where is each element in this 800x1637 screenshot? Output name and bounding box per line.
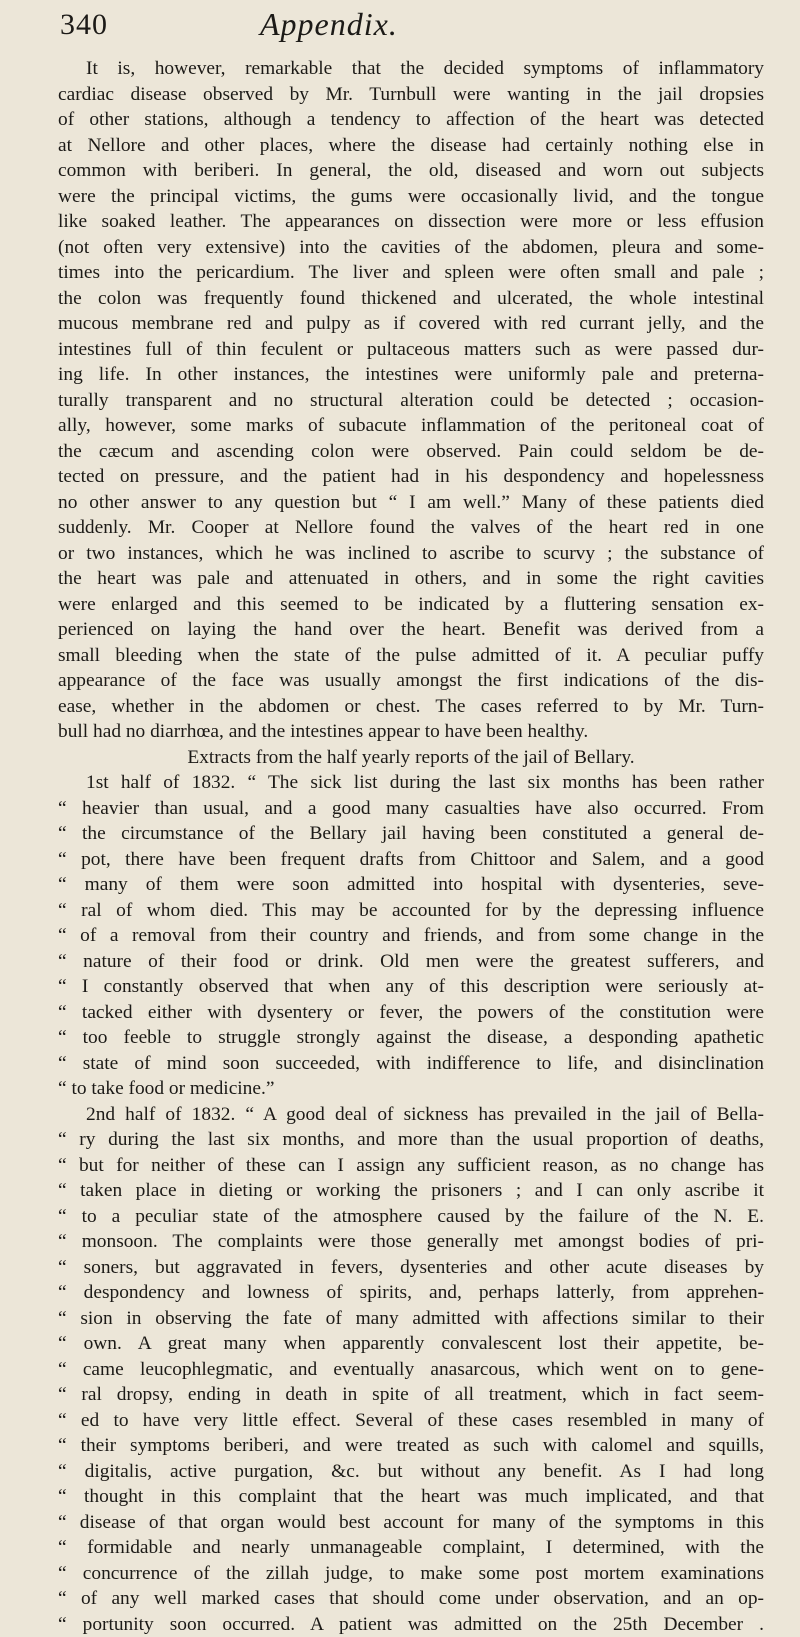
text-line: ally, however, some marks of subacute inflammation of the peritoneal coat of (58, 413, 764, 439)
text-line: intestines full of thin feculent or pultaceous matters such as were passed dur- (58, 337, 764, 363)
section-heading: Extracts from the half yearly reports of the jail of Bellary. (58, 745, 764, 771)
text-line: “ ral of whom died. This may be accounted for by the depressing influence (58, 898, 764, 924)
text-line: “ own. A great many when apparently convalescent lost their appetite, be- (58, 1331, 764, 1357)
text-line: of other stations, although a tendency to affection of the heart was detected (58, 107, 764, 133)
text-line: “ ed to have very little effect. Several of these cases resembled in many of (58, 1408, 764, 1434)
text-line: “ formidable and nearly unmanageable complaint, I determined, with the (58, 1535, 764, 1561)
text-line: turally transparent and no structural alteration could be detected ; occasion- (58, 388, 764, 414)
text-line: “ ral dropsy, ending in death in spite of all treatment, which in fact seem- (58, 1382, 764, 1408)
text-line: were enlarged and this seemed to be indicated by a fluttering sensation ex- (58, 592, 764, 618)
text-line: “ soners, but aggravated in fevers, dysenteries and other acute diseases by (58, 1255, 764, 1281)
body-text (58, 56, 764, 1637)
text-line: “ taken place in dieting or working the prisoners ; and I can only ascribe it (58, 1178, 764, 1204)
text-line: “ ry during the last six months, and more than the usual proportion of deaths, (58, 1127, 764, 1153)
text-line: (not often very extensive) into the cavities of the abdomen, pleura and some- (58, 235, 764, 261)
text-line: “ pot, there have been frequent drafts from Chittoor and Salem, and a good (58, 847, 764, 873)
text-line: appearance of the face was usually amongst the first indications of the dis- (58, 668, 764, 694)
text-line: at Nellore and other places, where the disease had certainly nothing else in (58, 133, 764, 159)
text-line: cardiac disease observed by Mr. Turnbull were wanting in the jail dropsies (58, 82, 764, 108)
text-line: the colon was frequently found thickened and ulcerated, the whole intestinal (58, 286, 764, 312)
text-line: ease, whether in the abdomen or chest. The cases referred to by Mr. Turn- (58, 694, 764, 720)
text-line: “ tacked either with dysentery or fever, the powers of the constitution were (58, 1000, 764, 1026)
text-line: “ the circumstance of the Bellary jail having been constituted a general de- (58, 821, 764, 847)
text-line: like soaked leather. The appearances on dissection were more or less effusion (58, 209, 764, 235)
text-line: “ to a peculiar state of the atmosphere caused by the failure of the N. E. (58, 1204, 764, 1230)
text-line: “ sion in observing the fate of many admitted with affections similar to their (58, 1306, 764, 1332)
running-head: Appendix. (260, 6, 398, 43)
text-line: “ monsoon. The complaints were those generally met amongst bodies of pri- (58, 1229, 764, 1255)
text-line: “ of any well marked cases that should come under observation, and an op- (58, 1586, 764, 1612)
text-line: 2nd half of 1832. “ A good deal of sickness has prevailed in the jail of Bella- (58, 1102, 764, 1128)
text-line: “ to take food or medicine.” (58, 1076, 764, 1102)
text-line: “ came leucophlegmatic, and eventually anasarcous, which went on to gene- (58, 1357, 764, 1383)
text-line: or two instances, which he was inclined to ascribe to scurvy ; the substance of (58, 541, 764, 567)
text-line: no other answer to any question but “ I am well.” Many of these patients died (58, 490, 764, 516)
text-line: “ digitalis, active purgation, &c. but without any benefit. As I had long (58, 1459, 764, 1485)
text-line: “ heavier than usual, and a good many casualties have also occurred. From (58, 796, 764, 822)
text-line: ing life. In other instances, the intestines were uniformly pale and preterna- (58, 362, 764, 388)
text-line: bull had no diarrhœa, and the intestines appear to have been healthy. (58, 719, 764, 745)
text-line: common with beriberi. In general, the old, diseased and worn out subjects (58, 158, 764, 184)
text-line: the heart was pale and attenuated in others, and in some the right cavities (58, 566, 764, 592)
text-line: “ concurrence of the zillah judge, to make some post mortem examinations (58, 1561, 764, 1587)
text-line: “ nature of their food or drink. Old men were the greatest sufferers, and (58, 949, 764, 975)
page-header (60, 6, 750, 50)
text-line: “ despondency and lowness of spirits, and, perhaps latterly, from apprehen- (58, 1280, 764, 1306)
text-line: “ of a removal from their country and friends, and from some change in the (58, 923, 764, 949)
text-line: perienced on laying the hand over the heart. Benefit was derived from a (58, 617, 764, 643)
text-line: “ many of them were soon admitted into hospital with dysenteries, seve- (58, 872, 764, 898)
text-line: “ state of mind soon succeeded, with indifference to life, and disinclination (58, 1051, 764, 1077)
text-line: It is, however, remarkable that the decided symptoms of inflammatory (58, 56, 764, 82)
text-line: small bleeding when the state of the pulse admitted of it. A peculiar puffy (58, 643, 764, 669)
text-line: the cæcum and ascending colon were observed. Pain could seldom be de- (58, 439, 764, 465)
text-line: “ I constantly observed that when any of this description were seriously at- (58, 974, 764, 1000)
text-line: suddenly. Mr. Cooper at Nellore found the valves of the heart red in one (58, 515, 764, 541)
text-line: times into the pericardium. The liver and spleen were often small and pale ; (58, 260, 764, 286)
text-line: “ thought in this complaint that the heart was much implicated, and that (58, 1484, 764, 1510)
page-number: 340 (60, 8, 108, 42)
text-line: mucous membrane red and pulpy as if covered with red currant jelly, and the (58, 311, 764, 337)
text-line: “ disease of that organ would best account for many of the symptoms in this (58, 1510, 764, 1536)
text-line: “ their symptoms beriberi, and were treated as such with calomel and squills, (58, 1433, 764, 1459)
text-line: “ too feeble to struggle strongly against the disease, a desponding apathetic (58, 1025, 764, 1051)
text-line: “ but for neither of these can I assign any sufficient reason, as no change has (58, 1153, 764, 1179)
text-line: were the principal victims, the gums were occasionally livid, and the tongue (58, 184, 764, 210)
text-line: “ portunity soon occurred. A patient was admitted on the 25th December . (58, 1612, 764, 1637)
text-line: 1st half of 1832. “ The sick list during the last six months has been rather (58, 770, 764, 796)
text-line: tected on pressure, and the patient had in his despondency and hopelessness (58, 464, 764, 490)
